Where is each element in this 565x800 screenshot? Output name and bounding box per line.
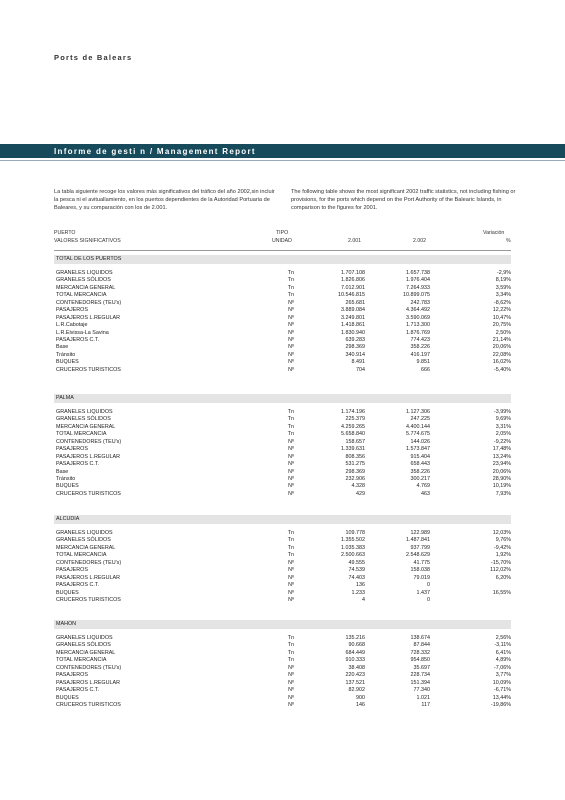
- row-unit: Nº: [288, 596, 294, 603]
- row-variation: 22,08%: [492, 351, 511, 358]
- row-variation: 2,05%: [495, 431, 511, 438]
- row-unit: Nº: [288, 468, 294, 475]
- row-value-2001: 1.233: [351, 589, 365, 596]
- table-row: [54, 650, 511, 657]
- row-value-2002: 9.851: [416, 359, 430, 366]
- band-divider: [0, 160, 565, 161]
- row-value-2001: 684.449: [345, 649, 365, 656]
- row-variation: 10,47%: [492, 314, 511, 321]
- row-variation: -15,70%: [490, 559, 511, 566]
- row-label: PASAJEROS C.T.: [56, 461, 100, 468]
- row-variation: 28,90%: [492, 475, 511, 482]
- row-value-2001: 146: [356, 701, 365, 708]
- row-value-2001: 1.826.806: [341, 277, 365, 284]
- row-unit: Tn: [287, 642, 294, 649]
- row-value-2002: 463: [421, 490, 430, 497]
- row-unit: Nº: [288, 672, 294, 679]
- row-value-2001: 49.555: [348, 559, 365, 566]
- row-unit: Nº: [288, 329, 294, 336]
- table-row: [54, 530, 511, 537]
- row-variation: -3,99%: [493, 409, 511, 415]
- row-value-2002: 4.400.144: [406, 423, 430, 430]
- header-percent: %: [506, 238, 511, 244]
- table-row: [54, 590, 511, 597]
- table-row: [54, 454, 511, 461]
- row-value-2002: 416.197: [410, 351, 430, 358]
- row-value-2002: 1.713.300: [406, 322, 430, 329]
- header-variacion: Variación: [483, 230, 505, 236]
- table-row: [54, 337, 511, 344]
- band-title: Informe de gesti n / Management Report: [54, 147, 256, 156]
- header-2002: 2.002: [413, 238, 426, 244]
- row-variation: 20,06%: [492, 344, 511, 351]
- row-label: TOTAL MERCANCIA: [56, 552, 107, 559]
- row-label: PASAJEROS: [56, 672, 88, 679]
- row-unit: Tn: [287, 649, 294, 656]
- row-value-2002: 1.876.769: [406, 329, 430, 336]
- row-unit: Tn: [287, 530, 294, 536]
- row-label: PASAJEROS C.T.: [56, 687, 100, 694]
- intro-english: The following table shows the most significant 2002 traffic statistics, not including fishing or provisions, for the ports which depend on the Port Authority of the Balearic Islands, in comparison to the figures for 2001.: [291, 189, 516, 212]
- row-unit: Nº: [288, 344, 294, 351]
- row-value-2002: 2.548.629: [406, 552, 430, 559]
- row-value-2001: 2.500.663: [341, 552, 365, 559]
- row-value-2001: 109.778: [345, 530, 365, 536]
- row-value-2001: 1.174.196: [341, 409, 365, 415]
- row-label: PASAJEROS C.T.: [56, 582, 100, 589]
- row-value-2002: 10.899.075: [403, 292, 430, 299]
- row-value-2002: 658.443: [410, 461, 430, 468]
- row-value-2001: 639.283: [345, 336, 365, 343]
- row-variation: 10,09%: [492, 679, 511, 686]
- row-label: MERCANCIA GENERAL: [56, 423, 116, 430]
- row-value-2001: 4.259.265: [341, 423, 365, 430]
- row-value-2001: 136: [356, 582, 365, 589]
- row-unit: Tn: [287, 657, 294, 664]
- row-value-2001: 232.906: [345, 475, 365, 482]
- row-label: CONTENEDORES (TEU's): [56, 299, 122, 306]
- row-unit: Nº: [288, 559, 294, 566]
- table-row: [54, 315, 511, 322]
- section-title: PALMA: [54, 394, 511, 403]
- row-label: CONTENEDORES (TEU's): [56, 664, 122, 671]
- row-variation: 8,19%: [495, 277, 511, 284]
- table-row: [54, 424, 511, 431]
- row-value-2002: 79.019: [413, 574, 430, 581]
- row-value-2001: 1.418.861: [341, 322, 365, 329]
- header-rule: [54, 250, 511, 251]
- row-variation: 13,24%: [492, 453, 511, 460]
- row-unit: Nº: [288, 664, 294, 671]
- row-unit: Tn: [287, 431, 294, 438]
- row-value-2002: 5.774.675: [406, 431, 430, 438]
- table-row: [54, 560, 511, 567]
- table-row: [54, 292, 511, 299]
- row-value-2002: 3.590.069: [406, 314, 430, 321]
- row-unit: Tn: [287, 284, 294, 291]
- table-row: [54, 657, 511, 664]
- row-variation: 21,14%: [492, 336, 511, 343]
- table-row: [54, 537, 511, 544]
- row-label: CONTENEDORES (TEU's): [56, 438, 122, 445]
- table-row: [54, 582, 511, 589]
- row-value-2001: 10.546.815: [338, 292, 365, 299]
- row-value-2002: 4.769: [416, 483, 430, 490]
- row-unit: Nº: [288, 299, 294, 306]
- intro-spanish: La tabla siguiente recoge los valores más significativos del tráfico del año 2002,sin incluir la pesca ni el avituallamiento, en los puertos dependientes de la Autoridad Portuaria de Baleares, y su comparación con los de 2.001.: [54, 189, 275, 212]
- row-value-2002: 87.844: [413, 642, 430, 649]
- row-variation: -8,62%: [493, 299, 511, 306]
- table-section: [54, 394, 511, 498]
- row-label: PASAJEROS L.REGULAR: [56, 574, 121, 581]
- table-row: [54, 352, 511, 359]
- row-value-2001: 429: [356, 490, 365, 497]
- row-value-2001: 910.333: [345, 657, 365, 664]
- row-label: PASAJEROS: [56, 446, 88, 453]
- row-unit: Nº: [288, 359, 294, 366]
- table-section: [54, 620, 511, 709]
- row-variation: 3,59%: [495, 284, 511, 291]
- row-unit: Nº: [288, 438, 294, 445]
- row-unit: Nº: [288, 701, 294, 708]
- row-value-2002: 151.394: [410, 679, 430, 686]
- row-value-2002: 144.026: [410, 438, 430, 445]
- row-unit: Tn: [287, 277, 294, 284]
- row-unit: Nº: [288, 461, 294, 468]
- row-value-2002: 0: [427, 596, 430, 603]
- row-variation: -6,71%: [493, 687, 511, 694]
- table-row: [54, 665, 511, 672]
- row-label: PASAJEROS L.REGULAR: [56, 679, 121, 686]
- row-value-2002: 242.783: [410, 299, 430, 306]
- row-value-2002: 247.225: [410, 416, 430, 423]
- table-row: [54, 567, 511, 574]
- row-value-2002: 122.989: [410, 530, 430, 536]
- row-variation: 12,03%: [492, 530, 511, 536]
- table-row: [54, 597, 511, 604]
- table-row: [54, 483, 511, 490]
- row-value-2002: 138.674: [410, 635, 430, 641]
- row-variation: 1,92%: [495, 552, 511, 559]
- row-value-2002: 1.976.404: [406, 277, 430, 284]
- row-variation: 12,22%: [492, 307, 511, 314]
- row-unit: Nº: [288, 314, 294, 321]
- table-row: [54, 439, 511, 446]
- header-unidad: UNIDAD: [272, 238, 292, 244]
- row-variation: -9,22%: [493, 438, 511, 445]
- row-value-2001: 82.902: [348, 687, 365, 694]
- table-row: [54, 416, 511, 423]
- row-value-2001: 1.707.108: [341, 270, 365, 276]
- table-row: [54, 469, 511, 476]
- row-label: PASAJEROS L.REGULAR: [56, 314, 121, 321]
- row-label: GRANELES SÓLIDOS: [56, 277, 111, 284]
- row-value-2001: 74.539: [348, 567, 365, 574]
- row-value-2002: 1.127.306: [406, 409, 430, 415]
- table-row: [54, 367, 511, 374]
- row-label: BUQUES: [56, 589, 79, 596]
- row-value-2001: 1.830.940: [341, 329, 365, 336]
- row-value-2001: 900: [356, 694, 365, 701]
- row-label: TOTAL MERCANCIA: [56, 431, 107, 438]
- row-value-2002: 77.340: [413, 687, 430, 694]
- row-label: Base: [56, 344, 69, 351]
- row-variation: 16,02%: [492, 359, 511, 366]
- table-row: [54, 431, 511, 438]
- row-unit: Nº: [288, 453, 294, 460]
- row-label: TOTAL MERCANCIA: [56, 657, 107, 664]
- row-value-2002: 117: [421, 701, 430, 708]
- row-unit: Nº: [288, 366, 294, 373]
- running-head: Ports de Balears: [54, 53, 133, 62]
- row-value-2002: 1.487.841: [406, 537, 430, 544]
- row-variation: 3,31%: [495, 423, 511, 430]
- row-label: GRANELES LIQUIDOS: [56, 409, 113, 415]
- row-value-2001: 8.491: [351, 359, 365, 366]
- row-label: CRUCEROS TURISTICOS: [56, 366, 121, 373]
- row-label: CRUCEROS TURISTICOS: [56, 490, 121, 497]
- row-unit: Nº: [288, 582, 294, 589]
- row-label: BUQUES: [56, 694, 79, 701]
- row-value-2001: 5.658.840: [341, 431, 365, 438]
- row-value-2002: 41.775: [413, 559, 430, 566]
- row-unit: Nº: [288, 307, 294, 314]
- table-row: [54, 344, 511, 351]
- section-title: MAHON: [54, 620, 511, 629]
- table-row: [54, 680, 511, 687]
- table-section: [54, 515, 511, 604]
- row-value-2002: 1.437: [416, 589, 430, 596]
- section-title: ALCUDIA: [54, 515, 511, 524]
- table-row: [54, 307, 511, 314]
- row-value-2002: 937.799: [410, 544, 430, 551]
- row-unit: Nº: [288, 446, 294, 453]
- row-value-2002: 728.332: [410, 649, 430, 656]
- row-unit: Nº: [288, 351, 294, 358]
- header-tipo: TIPO: [276, 230, 289, 236]
- table-row: [54, 359, 511, 366]
- row-value-2002: 774.423: [410, 336, 430, 343]
- header-valores: VALORES SIGNIFICATIVOS: [54, 238, 121, 244]
- table-row: [54, 285, 511, 292]
- row-value-2001: 90.668: [348, 642, 365, 649]
- row-unit: Nº: [288, 336, 294, 343]
- table-row: [54, 461, 511, 468]
- row-value-2001: 1.035.383: [341, 544, 365, 551]
- table-row: [54, 322, 511, 329]
- table-row: [54, 270, 511, 277]
- row-value-2002: 300.217: [410, 475, 430, 482]
- header-puerto: PUERTO: [54, 230, 76, 236]
- row-value-2001: 7.012.901: [341, 284, 365, 291]
- row-label: MERCANCIA GENERAL: [56, 649, 116, 656]
- row-value-2001: 225.379: [345, 416, 365, 423]
- table-row: [54, 695, 511, 702]
- row-unit: Nº: [288, 483, 294, 490]
- table-row: [54, 491, 511, 498]
- row-value-2001: 137.521: [345, 679, 365, 686]
- row-value-2001: 220.423: [345, 672, 365, 679]
- row-value-2001: 38.408: [348, 664, 365, 671]
- row-label: GRANELES LIQUIDOS: [56, 635, 113, 641]
- row-variation: -7,06%: [493, 664, 511, 671]
- row-value-2001: 298.369: [345, 468, 365, 475]
- row-label: TOTAL MERCANCIA: [56, 292, 107, 299]
- row-value-2001: 298.369: [345, 344, 365, 351]
- table-row: [54, 446, 511, 453]
- row-value-2001: 1.339.631: [341, 446, 365, 453]
- row-variation: 20,75%: [492, 322, 511, 329]
- row-variation: 13,44%: [492, 694, 511, 701]
- row-unit: Tn: [287, 544, 294, 551]
- table-row: [54, 687, 511, 694]
- row-value-2001: 135.216: [345, 635, 365, 641]
- row-value-2002: 666: [421, 366, 430, 373]
- row-variation: 17,48%: [492, 446, 511, 453]
- row-label: GRANELES SÓLIDOS: [56, 416, 111, 423]
- row-value-2001: 3.249.801: [341, 314, 365, 321]
- row-unit: Nº: [288, 574, 294, 581]
- section-title: TOTAL DE LOS PUERTOS: [54, 255, 511, 264]
- row-label: GRANELES LIQUIDOS: [56, 530, 113, 536]
- row-unit: Nº: [288, 687, 294, 694]
- row-value-2002: 954.850: [410, 657, 430, 664]
- row-label: Tránsito: [56, 475, 76, 482]
- row-label: CRUCEROS TURISTICOS: [56, 596, 121, 603]
- row-label: MERCANCIA GENERAL: [56, 544, 116, 551]
- table-row: [54, 672, 511, 679]
- table-row: [54, 330, 511, 337]
- row-value-2001: 531.275: [345, 461, 365, 468]
- row-label: Tránsito: [56, 351, 76, 358]
- row-variation: 7,93%: [495, 490, 511, 497]
- row-unit: Nº: [288, 490, 294, 497]
- row-variation: -19,86%: [490, 701, 511, 708]
- row-value-2002: 7.264.933: [406, 284, 430, 291]
- row-label: BUQUES: [56, 483, 79, 490]
- table-row: [54, 409, 511, 416]
- row-value-2001: 4.328: [351, 483, 365, 490]
- row-value-2002: 228.734: [410, 672, 430, 679]
- row-label: Base: [56, 468, 69, 475]
- row-variation: -5,40%: [493, 366, 511, 373]
- row-unit: Tn: [287, 409, 294, 415]
- row-label: PASAJEROS: [56, 567, 88, 574]
- row-variation: 6,20%: [495, 574, 511, 581]
- row-unit: Nº: [288, 322, 294, 329]
- row-unit: Nº: [288, 567, 294, 574]
- row-variation: 9,76%: [495, 537, 511, 544]
- row-label: L.R.Cabotaje: [56, 322, 88, 329]
- row-variation: -2,9%: [496, 270, 511, 276]
- row-value-2001: 265.681: [345, 299, 365, 306]
- row-label: CONTENEDORES (TEU's): [56, 559, 122, 566]
- row-variation: 16,55%: [492, 589, 511, 596]
- row-value-2001: 3.889.084: [341, 307, 365, 314]
- row-value-2002: 1.657.738: [406, 270, 430, 276]
- row-unit: Tn: [287, 537, 294, 544]
- row-value-2002: 358.226: [410, 468, 430, 475]
- row-variation: 9,69%: [495, 416, 511, 423]
- row-value-2001: 340.914: [345, 351, 365, 358]
- row-label: BUQUES: [56, 359, 79, 366]
- table-row: [54, 635, 511, 642]
- row-variation: -3,11%: [494, 642, 511, 649]
- row-unit: Tn: [287, 635, 294, 641]
- row-value-2002: 1.573.847: [406, 446, 430, 453]
- row-variation: 112,02%: [490, 567, 511, 574]
- row-label: GRANELES LIQUIDOS: [56, 270, 113, 276]
- row-unit: Nº: [288, 679, 294, 686]
- table-section: [54, 255, 511, 374]
- table-row: [54, 300, 511, 307]
- row-label: MERCANCIA GENERAL: [56, 284, 116, 291]
- table-row: [54, 545, 511, 552]
- row-label: GRANELES SÓLIDOS: [56, 642, 111, 649]
- row-value-2002: 158.038: [410, 567, 430, 574]
- row-label: PASAJEROS L.REGULAR: [56, 453, 121, 460]
- row-value-2001: 808.356: [345, 453, 365, 460]
- row-variation: 3,77%: [495, 672, 511, 679]
- row-value-2002: 4.364.492: [406, 307, 430, 314]
- row-variation: -9,42%: [493, 544, 511, 551]
- row-value-2002: 358.226: [410, 344, 430, 351]
- row-variation: 20,06%: [492, 468, 511, 475]
- table-row: [54, 277, 511, 284]
- header-2001: 2.001: [348, 238, 361, 244]
- row-value-2002: 915.404: [410, 453, 430, 460]
- row-unit: Tn: [287, 270, 294, 276]
- row-value-2001: 1.355.502: [341, 537, 365, 544]
- row-label: PASAJEROS: [56, 307, 88, 314]
- row-variation: 2,56%: [495, 635, 511, 641]
- row-variation: 4,89%: [495, 657, 511, 664]
- row-unit: Nº: [288, 475, 294, 482]
- row-unit: Nº: [288, 589, 294, 596]
- row-variation: 3,34%: [495, 292, 511, 299]
- row-value-2001: 74.403: [348, 574, 365, 581]
- row-value-2002: 1.021: [416, 694, 430, 701]
- row-unit: Tn: [287, 423, 294, 430]
- row-value-2001: 158.657: [345, 438, 365, 445]
- row-value-2002: 35.697: [413, 664, 430, 671]
- row-variation: 2,50%: [495, 329, 511, 336]
- row-variation: 23,94%: [492, 461, 511, 468]
- row-value-2001: 4: [362, 596, 365, 603]
- row-unit: Tn: [287, 416, 294, 423]
- row-unit: Nº: [288, 694, 294, 701]
- row-variation: 6,41%: [495, 649, 511, 656]
- table-row: [54, 642, 511, 649]
- row-variation: 10,19%: [492, 483, 511, 490]
- row-label: GRANELES SÓLIDOS: [56, 537, 111, 544]
- row-value-2002: 0: [427, 582, 430, 589]
- table-row: [54, 702, 511, 709]
- row-value-2001: 704: [356, 366, 365, 373]
- table-row: [54, 552, 511, 559]
- row-unit: Tn: [287, 292, 294, 299]
- row-label: L.R.Eivissa-La Savina: [56, 329, 109, 336]
- table-row: [54, 575, 511, 582]
- row-label: PASAJEROS C.T.: [56, 336, 100, 343]
- table-row: [54, 476, 511, 483]
- row-label: CRUCEROS TURISTICOS: [56, 701, 121, 708]
- row-unit: Tn: [287, 552, 294, 559]
